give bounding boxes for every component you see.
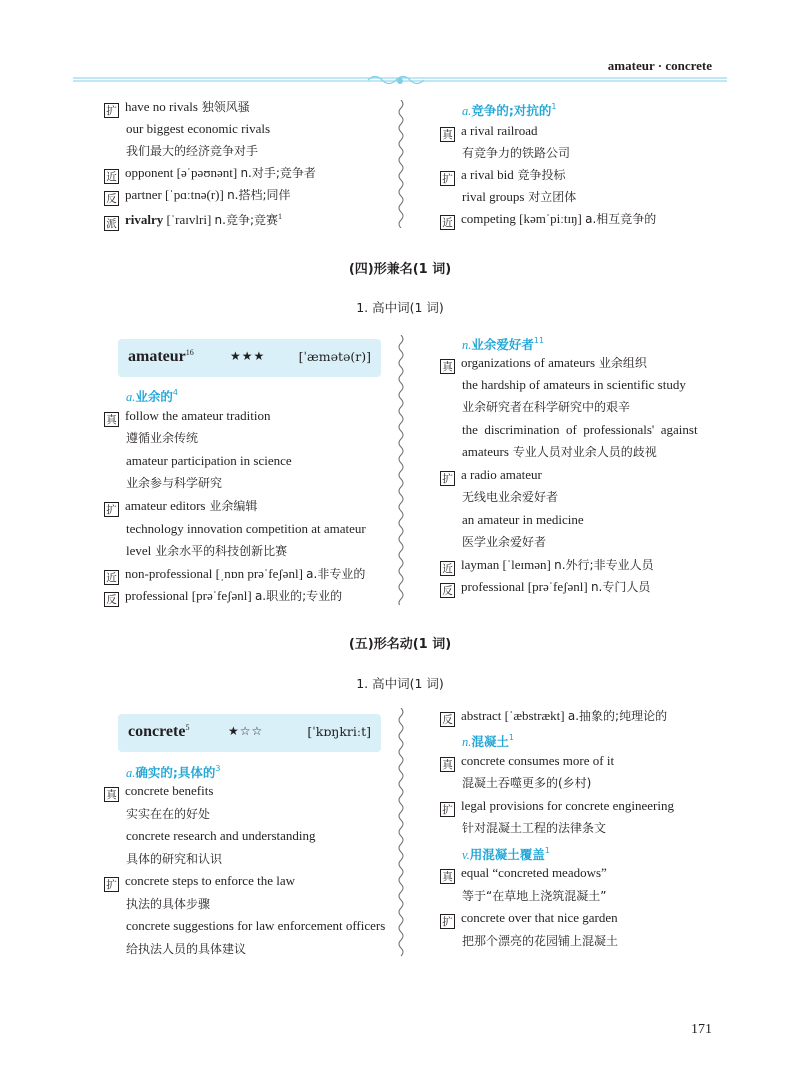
tag-synonym-icon: 近 — [104, 570, 119, 585]
entry-line: 针对混凝土工程的法律条文 — [462, 821, 607, 835]
running-header: amateur · concrete — [607, 58, 712, 73]
entry-line: amateur participation in science — [126, 453, 292, 468]
entry-line: concrete suggestions for law enforcement officers — [126, 918, 386, 933]
tag-real-icon: 真 — [440, 127, 455, 142]
entry-line: 扩 a radio amateur — [440, 464, 542, 486]
entry-line: 扩 a rival bid 竞争投标 — [440, 164, 566, 186]
sense-heading: n.业余爱好者$^{11}$ — [462, 336, 545, 352]
entry-line: 真 organizations of amateurs 业余组织 — [440, 352, 647, 374]
tag-extend-icon: 扩 — [440, 471, 455, 486]
entry-line: 具体的研究和认识 — [126, 852, 223, 866]
headword-box — [118, 339, 381, 377]
tag-extend-icon: 扩 — [104, 877, 119, 892]
tag-real-icon: 真 — [440, 359, 455, 374]
entry-line: 扩 concrete over that nice garden — [440, 907, 618, 929]
entry-line: 近 opponent [əˈpəʊnənt] n.对手;竞争者 — [104, 162, 316, 184]
headword-box — [118, 714, 381, 752]
headword: concrete$^5$ — [128, 723, 190, 740]
entry-line: 扩 concrete steps to enforce the law — [104, 870, 295, 892]
entry-line: 业余参与科学研究 — [126, 476, 223, 490]
sense-heading: n.混凝土$^1$ — [462, 733, 514, 749]
sense-heading: a.业余的$^4$ — [126, 388, 178, 404]
entry-line: 真 a rival railroad — [440, 120, 538, 142]
pronunciation: [ˈæmətə(r)] — [298, 349, 371, 364]
entry-line: 医学业余爱好者 — [462, 535, 547, 549]
tag-synonym-icon: 近 — [440, 215, 455, 230]
sense-heading: a.竞争的;对抗的$^1$ — [462, 102, 557, 118]
tag-synonym-icon: 近 — [440, 561, 455, 576]
entry-line: 混凝土吞噬更多的(乡村) — [462, 776, 592, 790]
entry-line: 近 competing [kəmˈpiːtɪŋ] a.相互竞争的 — [440, 208, 656, 230]
tag-antonym-icon: 反 — [104, 191, 119, 206]
entry-line: 派 rivalry [ˈraɪvlri] n.竞争;竞赛$^1$ — [104, 206, 282, 228]
headword: amateur$^{16}$ — [128, 348, 194, 365]
tag-real-icon: 真 — [440, 869, 455, 884]
entry-line: an amateur in medicine — [462, 512, 584, 527]
column-divider — [396, 335, 406, 605]
entry-line: level 业余水平的科技创新比赛 — [126, 543, 288, 558]
tag-extend-icon: 扩 — [440, 802, 455, 817]
entry-line: the hardship of amateurs in scientific study — [462, 377, 686, 392]
entry-line: the discrimination of professionals' against — [462, 422, 698, 437]
entry-line: 真 follow the amateur tradition — [104, 405, 270, 427]
section-subtitle: 1. 高中词(1 词) — [356, 300, 444, 315]
tag-extend-icon: 扩 — [104, 502, 119, 517]
entry-line: 无线电业余爱好者 — [462, 490, 559, 504]
tag-real-icon: 真 — [440, 757, 455, 772]
entry-line: 把那个漂亮的花园铺上混凝土 — [462, 934, 619, 948]
pronunciation: [ˈkɒŋkriːt] — [307, 724, 371, 739]
entry-line: 扩 amateur editors 业余编辑 — [104, 495, 257, 517]
tag-antonym-icon: 反 — [104, 592, 119, 607]
entry-line: 真 equal “concreted meadows” — [440, 862, 607, 884]
entry-line: 我们最大的经济竞争对手 — [126, 144, 259, 158]
sense-heading: a.确实的;具体的$^3$ — [126, 764, 221, 780]
entry-line: rival groups 对立团体 — [462, 189, 577, 204]
tag-synonym-icon: 近 — [104, 169, 119, 184]
tag-real-icon: 真 — [104, 787, 119, 802]
tag-extend-icon: 扩 — [440, 171, 455, 186]
entry-line: 等于“在草地上浇筑混凝土” — [462, 889, 607, 903]
tag-derived-icon: 派 — [104, 216, 119, 231]
column-divider — [396, 708, 406, 958]
entry-line: 业余研究者在科学研究中的艰辛 — [462, 400, 631, 414]
section-title: (五)形名动(1 词) — [348, 637, 452, 652]
entry-line: 反 professional [prəˈfeʃənl] n.专门人员 — [440, 576, 650, 598]
frequency-stars: ★★★ — [230, 349, 266, 363]
entry-line: amateurs 专业人员对业余人员的歧视 — [462, 444, 657, 459]
entry-line: 执法的具体步骤 — [126, 897, 211, 911]
entry-line: concrete research and understanding — [126, 828, 316, 843]
entry-line: 真 concrete consumes more of it — [440, 750, 614, 772]
entry-line: 有竞争力的铁路公司 — [462, 146, 571, 160]
column-divider — [396, 100, 406, 228]
entry-line: 给执法人员的具体建议 — [126, 942, 247, 956]
entry-line: 反 abstract [ˈæbstrækt] a.抽象的;纯理论的 — [440, 705, 667, 727]
tag-real-icon: 真 — [104, 412, 119, 427]
tag-antonym-icon: 反 — [440, 712, 455, 727]
section-subtitle: 1. 高中词(1 词) — [356, 676, 444, 691]
entry-line: 扩 have no rivals 独领风骚 — [104, 96, 250, 118]
tag-extend-icon: 扩 — [440, 914, 455, 929]
entry-line: technology innovation competition at amateur — [126, 521, 366, 536]
entry-line: our biggest economic rivals — [126, 121, 271, 136]
entry-line: 遵循业余传统 — [126, 431, 199, 445]
entry-line: 近 layman [ˈleɪmən] n.外行;非专业人员 — [440, 554, 654, 576]
frequency-stars: ★☆☆ — [228, 724, 264, 738]
entry-line: 反 professional [prəˈfeʃənl] a.职业的;专业的 — [104, 585, 342, 607]
page-number: 171 — [691, 1022, 712, 1037]
tag-extend-icon: 扩 — [104, 103, 119, 118]
header-ornament-rule — [73, 74, 727, 88]
entry-line: 反 partner [ˈpɑːtnə(r)] n.搭档;同伴 — [104, 184, 291, 206]
entry-line: 扩 legal provisions for concrete engineering — [440, 795, 674, 817]
entry-line: 近 non-professional [ˌnɒn prəˈfeʃənl] a.非专业的 — [104, 563, 365, 585]
sense-heading: v.用混凝土覆盖$^1$ — [462, 846, 550, 862]
tag-antonym-icon: 反 — [440, 583, 455, 598]
entry-line: 实实在在的好处 — [126, 807, 211, 821]
section-title: (四)形兼名(1 词) — [348, 262, 452, 277]
entry-line: 真 concrete benefits — [104, 780, 213, 802]
